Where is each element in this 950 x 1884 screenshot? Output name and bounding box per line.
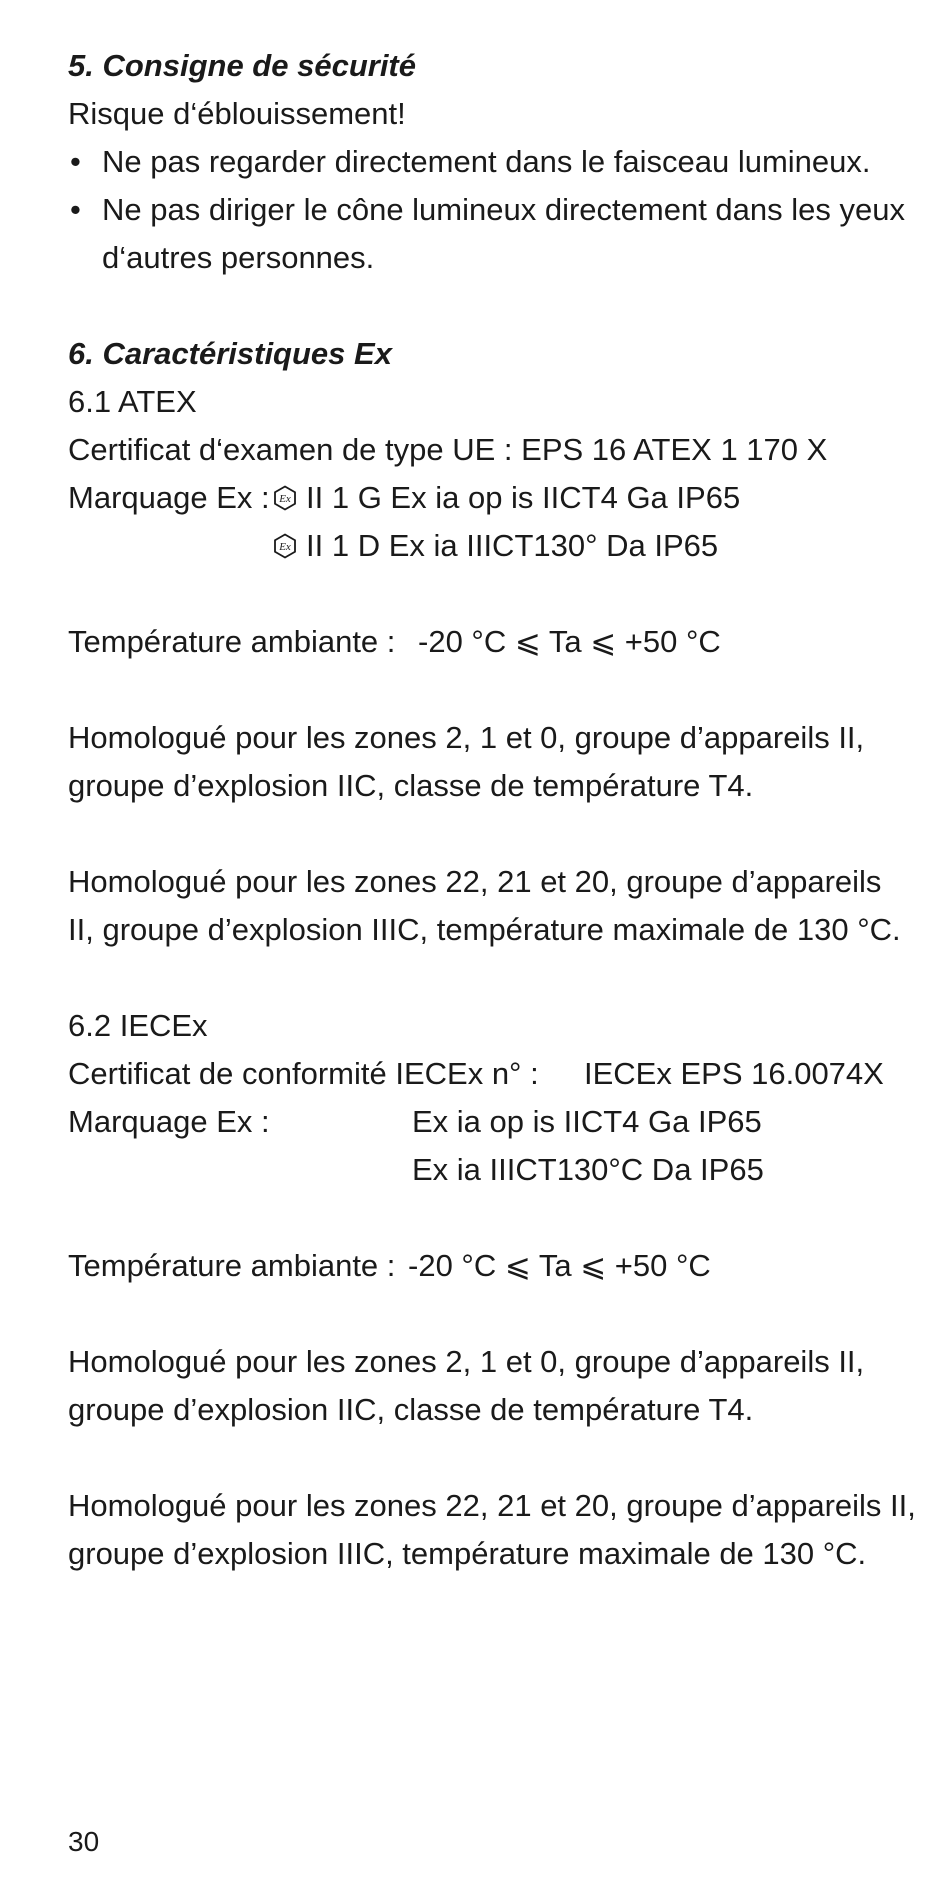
atex-marking-2 xyxy=(272,522,718,570)
page-number: 30 xyxy=(68,1826,100,1857)
atex-temp-value: -20 °C ⩽ Ta ⩽ +50 °C xyxy=(418,624,721,659)
atex-heading: 6.1 ATEX xyxy=(68,384,197,419)
iecex-temperature-row xyxy=(68,1242,908,1290)
iecex-certificate-label: Certificat de conformité IECEx n° : xyxy=(68,1056,539,1091)
atex-temp-label: Température ambiante : xyxy=(68,624,396,659)
atex-approval-dust-line: Homologué pour les zones 22, 21 et 20, groupe d’appareils xyxy=(68,864,882,899)
iecex-certificate-row xyxy=(68,1050,908,1098)
atex-marking-label: Marquage Ex : xyxy=(68,480,270,515)
iecex-marking-2: Ex ia IIICT130°C Da IP65 xyxy=(412,1152,764,1187)
atex-approval-gas-line: groupe d’explosion IIC, classe de température T4. xyxy=(68,768,754,803)
iecex-heading: 6.2 IECEx xyxy=(68,1008,208,1043)
iecex-approval-gas-line: Homologué pour les zones 2, 1 et 0, groupe d’appareils II, xyxy=(68,1344,865,1379)
iecex-marking-label: Marquage Ex : xyxy=(68,1104,270,1139)
atex-marking-1-text: II 1 G Ex ia op is IICT4 Ga IP65 xyxy=(306,480,741,515)
bullet-item xyxy=(68,138,908,186)
bullet-text: Ne pas diriger le cône lumineux directement dans les yeux d‘autres personnes. xyxy=(102,192,905,275)
atex-approval-gas-line: Homologué pour les zones 2, 1 et 0, groupe d’appareils II, xyxy=(68,720,865,755)
iecex-approval-gas-line: groupe d’explosion IIC, classe de température T4. xyxy=(68,1392,754,1427)
iecex-marking-row-1 xyxy=(68,1098,908,1146)
iecex-temp-value: -20 °C ⩽ Ta ⩽ +50 °C xyxy=(408,1248,711,1283)
svg-text:Ex: Ex xyxy=(279,541,291,553)
iecex-approval-dust-line: groupe d’explosion IIIC, température maximale de 130 °C. xyxy=(68,1536,867,1571)
iecex-approval-dust-line: Homologué pour les zones 22, 21 et 20, groupe d’appareils II, xyxy=(68,1488,916,1523)
atex-approval-dust-line: II, groupe d’explosion IIIC, température maximale de 130 °C. xyxy=(68,912,901,947)
iecex-certificate-value: IECEx EPS 16.0074X xyxy=(584,1056,884,1091)
atex-marking-2-text: II 1 D Ex ia IIICT130° Da IP65 xyxy=(306,528,719,563)
atex-marking-1 xyxy=(272,474,740,522)
ex-hexagon-icon xyxy=(272,533,298,559)
bullet-icon: • xyxy=(70,144,81,179)
bullet-text: Ne pas regarder directement dans le faisceau lumineux. xyxy=(102,144,871,179)
atex-marking-row-2 xyxy=(68,522,908,570)
svg-text:Ex: Ex xyxy=(279,493,291,505)
section-5-heading: 5. Consigne de sécurité xyxy=(68,48,416,83)
iecex-marking-1: Ex ia op is IICT4 Ga IP65 xyxy=(412,1104,762,1139)
bullet-item xyxy=(68,186,908,282)
atex-marking-row-1 xyxy=(68,474,908,522)
atex-certificate: Certificat d‘examen de type UE : EPS 16 ATEX 1 170 X xyxy=(68,432,828,467)
section-6-heading: 6. Caractéristiques Ex xyxy=(68,336,392,371)
bullet-icon: • xyxy=(70,192,81,227)
safety-bullet-list xyxy=(68,138,908,282)
atex-temperature-row xyxy=(68,618,908,666)
ex-hexagon-icon xyxy=(272,485,298,511)
iecex-temp-label: Température ambiante : xyxy=(68,1248,396,1283)
glare-warning: Risque d‘éblouissement! xyxy=(68,96,406,131)
iecex-marking-row-2 xyxy=(68,1146,908,1194)
document-page xyxy=(68,42,916,1578)
